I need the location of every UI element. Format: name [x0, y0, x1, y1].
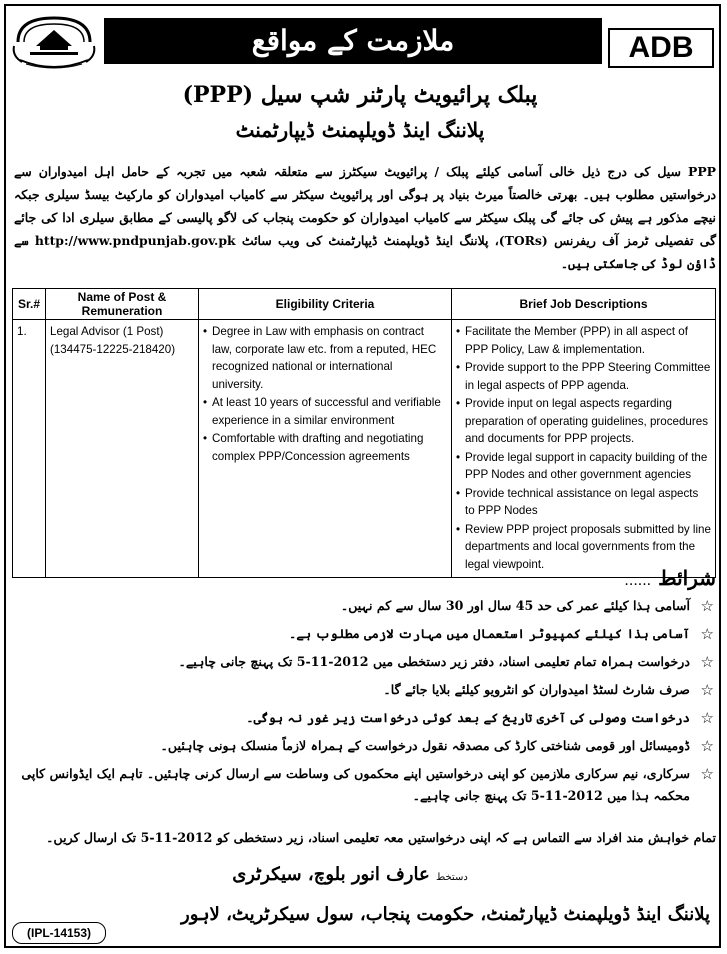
condition-text: درخواست ہمراہ تمام تعلیمی اسناد، دفتر زیر دستخطی میں 2012-11-5 تک پہنچ جانی چاہیے۔: [178, 654, 690, 669]
condition-item: [14, 763, 716, 807]
header-descriptions: Brief Job Descriptions: [452, 289, 716, 320]
star-icon: ☆: [700, 681, 714, 699]
condition-item: [14, 707, 716, 729]
condition-text: درخواست وصولی کی آخری تاریخ کے بعد کوئی درخواست زیر غور نہ ہوگی۔: [246, 710, 690, 725]
star-icon: ☆: [700, 597, 714, 615]
department-title: پلاننگ اینڈ ڈویلپمنٹ ڈیپارٹمنٹ: [235, 118, 485, 142]
description-item: • Provide technical assistance on legal aspects to PPP Nodes: [456, 485, 711, 520]
intro-text: PPP سیل کی درج ذیل خالی آسامی کیلئے پبلک / پرائیویٹ سیکٹرز سے متعلقہ شعبہ میں تجربہ کے حامل اہل امیدواران سے درخواستیں مطلوب ہیں۔ بھرتی خالصتاً میرٹ بنیاد پر ہوگی اور پرائیویٹ سیکٹر سے کامیاب امیدواران کو مارکیٹ بیسڈ سیلری جبکہ نیچے مذکور ہے پیش کی جائے گی پبلک سیکٹر سے کامیاب امیدواران کو حکومت پنجاب کی لاگو پالیسی کے مطابق سیلری ادا کی جائے گی تفصیلی ٹرمز آف ریفرنس (TORs)، پلاننگ اینڈ ڈویلپمنٹ ڈیپارٹمنٹ کی ویب سائٹ: [14, 164, 716, 248]
description-item: • Provide legal support in capacity building of the PPP Nodes and other government agencies: [456, 449, 711, 484]
description-item: • Review PPP project proposals submitted by line departments and local governments from the legal viewpoint.: [456, 521, 711, 574]
adb-logo: ADB: [608, 28, 714, 68]
description-item: • Provide input on legal aspects regarding preparation of operating guidelines, procedures and documents for PPP projects.: [456, 395, 711, 448]
condition-item: [14, 623, 716, 645]
conditions-dots: ......: [624, 573, 652, 589]
conditions-title: شرائط: [658, 566, 716, 590]
cell-eligibility: [199, 320, 452, 578]
eligibility-item: • At least 10 years of successful and verifiable experience in a similar environment: [203, 394, 447, 429]
condition-text: آسامی ہذا کیلئے عمر کی حد 45 سال اور 30 سال سے کم نہیں۔: [340, 598, 690, 613]
cell-sr: 1.: [13, 320, 46, 578]
closing-note: تمام خواہش مند افراد سے التماس ہے کہ اپنی درخواستیں معہ تعلیمی اسناد، زیر دستخطی کو 2012-11-5 تک ارسال کریں۔: [46, 830, 716, 845]
table-header-row: [13, 289, 716, 320]
signature-block: [200, 864, 500, 885]
cell-title: پبلک پرائیویٹ پارٹنر شپ سیل (PPP): [182, 82, 538, 108]
table-row: [13, 320, 716, 578]
star-icon: ☆: [700, 737, 714, 755]
conditions-heading: [530, 566, 716, 590]
condition-text: سرکاری، نیم سرکاری ملازمین کو اپنی درخواستیں اپنے محکموں کی وساطت سے ارسال کرنی چاہئیں۔ تاہم ایک ایڈوانس کاپی محکمہ ہذا میں 2012-11-5 تک پہنچ جانی چاہیے۔: [21, 766, 690, 803]
star-icon: ☆: [700, 765, 714, 783]
star-icon: ☆: [700, 709, 714, 727]
department-address: پلاننگ اینڈ ڈویلپمنٹ ڈیپارٹمنٹ، حکومت پنجاب، سول سیکرٹریٹ، لاہور: [181, 904, 710, 925]
condition-item: [14, 679, 716, 701]
condition-item: [14, 735, 716, 757]
post-remuneration: (134475-12225-218420): [50, 342, 176, 356]
signature-prefix: دستخط: [435, 872, 468, 883]
conditions-list: [14, 595, 716, 813]
star-icon: ☆: [700, 625, 714, 643]
condition-text: صرف شارٹ لسٹڈ امیدواران کو انٹرویو کیلئے بلایا جائے گا۔: [383, 682, 690, 697]
website-link[interactable]: http://www.pndpunjab.gov.pk: [34, 233, 236, 248]
header-sr: Sr.#: [13, 289, 46, 320]
condition-text: آسامی ہذا کیلئے کمپیوٹر استعمال میں مہارت لازمی مطلوب ہے۔: [288, 626, 690, 641]
condition-item: [14, 651, 716, 673]
eligibility-item: • Degree in Law with emphasis on contract law, corporate law etc. from a reputed, HEC recognized national or international university.: [203, 323, 447, 393]
jobs-table: [12, 288, 716, 578]
punjab-government-logo: [10, 12, 98, 74]
intro-paragraph: [14, 160, 716, 275]
cell-post: [46, 320, 199, 578]
star-icon: ☆: [700, 653, 714, 671]
description-item: • Provide support to the PPP Steering Committee in legal aspects of PPP agenda.: [456, 359, 711, 394]
jobs-banner: ملازمت کے مواقع: [104, 18, 602, 64]
eligibility-item: • Comfortable with drafting and negotiating complex PPP/Concession agreements: [203, 430, 447, 465]
cell-descriptions: [452, 320, 716, 578]
condition-item: [14, 595, 716, 617]
header-eligibility: Eligibility Criteria: [199, 289, 452, 320]
condition-text: ڈومیسائل اور قومی شناختی کارڈ کی مصدقہ نقول درخواست کے ہمراہ لازماً منسلک ہونی چاہئیں۔: [160, 738, 690, 753]
description-item: • Facilitate the Member (PPP) in all aspect of PPP Policy, Law & implementation.: [456, 323, 711, 358]
ipl-code: (IPL-14153): [12, 922, 106, 944]
post-name: Legal Advisor (1 Post): [50, 325, 164, 338]
header-post: Name of Post & Remuneration: [46, 289, 199, 320]
signatory-name: عارف انور بلوچ، سیکرٹری: [232, 864, 430, 885]
intro-suffix: سے ڈاؤن لوڈ کی جاسکتی ہیں۔: [14, 233, 716, 271]
